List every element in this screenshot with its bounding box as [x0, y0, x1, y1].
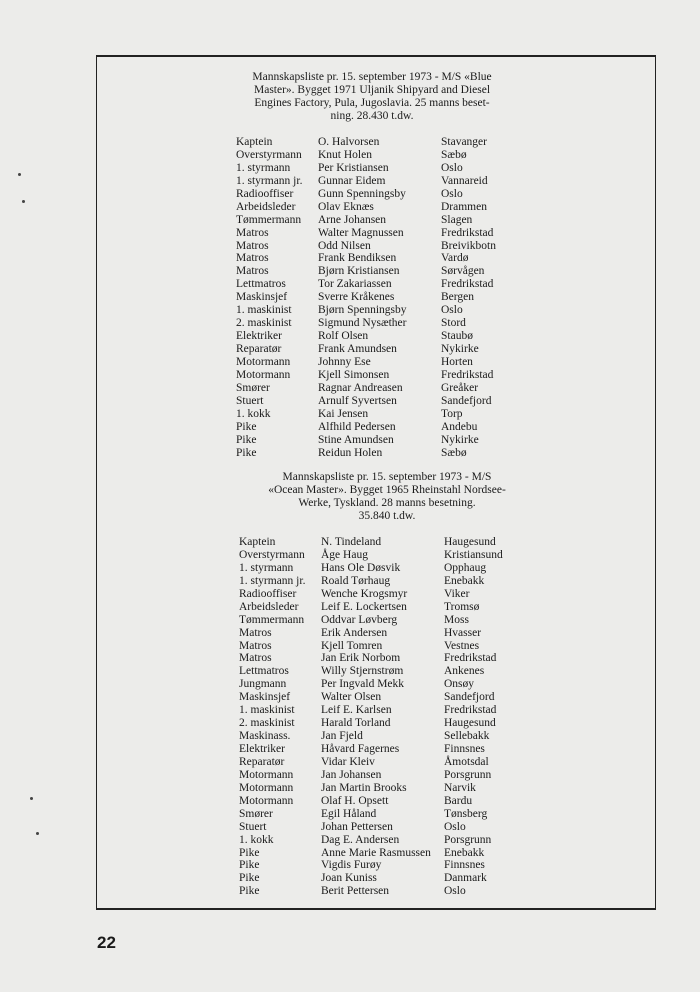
crew-rank: Pike: [239, 872, 260, 885]
crew-rank: 2. maskinist: [236, 317, 292, 330]
crew-home: Fredrikstad: [441, 278, 494, 291]
crew-name: Frank Bendiksen: [318, 252, 397, 265]
crew-row: [236, 382, 536, 395]
crew-name: Anne Marie Rasmussen: [321, 846, 431, 859]
crew-home: Fredrikstad: [441, 368, 494, 381]
crew-row: [236, 291, 536, 304]
crew-list-ocean-master: [239, 536, 559, 898]
crew-home: Vannareid: [441, 174, 488, 187]
crew-rank: Smører: [239, 807, 273, 820]
crew-row: [236, 330, 536, 343]
crew-home: Porsgrunn: [444, 833, 492, 846]
crew-name: Frank Amundsen: [318, 343, 397, 355]
crew-rank: 1. kokk: [236, 407, 271, 420]
crew-rank: Matros: [236, 239, 269, 252]
crew-home: Bardu: [444, 794, 473, 807]
crew-name: Arne Johansen: [318, 213, 387, 226]
crew-home: Oslo: [441, 161, 463, 174]
crew-home: Sørvågen: [441, 265, 485, 278]
crew-rank: Overstyrmann: [236, 148, 302, 161]
crew-name: Per Kristiansen: [318, 161, 389, 174]
crew-home: Fredrikstad: [444, 652, 497, 665]
crew-row: [236, 369, 536, 382]
crew-row: [239, 730, 559, 743]
crew-rank: Stuert: [239, 820, 267, 833]
crew-name: Sverre Kråkenes: [318, 291, 395, 304]
crew-name: Jan Fjeld: [321, 730, 363, 743]
crew-rank: Tømmermann: [239, 613, 305, 626]
crew-rank: 1. styrmann jr.: [239, 574, 306, 587]
crew-rank: Motormann: [239, 781, 294, 794]
crew-name: Gunn Spenningsby: [318, 187, 406, 200]
crew-home: Kristiansund: [444, 548, 503, 561]
crew-row: [239, 614, 559, 627]
crew-name: Harald Torland: [321, 717, 391, 730]
crew-name: Jan Martin Brooks: [321, 781, 407, 794]
crew-row: [239, 872, 559, 885]
crew-home: Breivikbotn: [441, 239, 496, 252]
crew-rank: Matros: [239, 652, 272, 665]
crew-home: Viker: [444, 587, 470, 600]
crew-row: [236, 188, 536, 201]
crew-row: [239, 601, 559, 614]
crew-home: Hvasser: [444, 626, 482, 639]
crew-rank: Tømmermann: [236, 213, 302, 226]
crew-rank: 1. styrmann jr.: [236, 174, 303, 187]
crew-name: Odd Nilsen: [318, 239, 371, 252]
crew-home: Sæbø: [441, 148, 467, 161]
crew-rank: Matros: [239, 639, 272, 652]
crew-name: Egil Håland: [321, 807, 377, 820]
crew-home: Vestnes: [444, 639, 480, 652]
crew-row: [239, 678, 559, 691]
crew-home: Stord: [441, 317, 466, 330]
list-heading-ocean-master: Mannskapsliste pr. 15. september 1973 - M/S «Ocean Master». Bygget 1965 Rheinstahl Nordsee- Werke, Tyskland. 28 manns besetning. 35.840 t.dw.: [268, 471, 506, 522]
crew-row: [236, 343, 536, 356]
crew-rank: Lettmatros: [239, 665, 289, 678]
crew-row: [239, 795, 559, 808]
crew-row: [236, 421, 536, 434]
crew-name: Jan Erik Norbom: [321, 652, 401, 665]
crew-home: Haugesund: [444, 717, 496, 730]
crew-row: [236, 395, 536, 408]
crew-rank: Stuert: [236, 394, 264, 407]
margin-speck: [18, 173, 21, 176]
crew-name: Stine Amundsen: [318, 433, 394, 446]
crew-home: Tønsberg: [444, 807, 488, 820]
crew-name: Håvard Fagernes: [321, 743, 400, 755]
crew-home: Greåker: [441, 381, 479, 394]
crew-home: Sandefjord: [444, 691, 495, 704]
crew-row: [239, 575, 559, 588]
crew-row: [239, 627, 559, 640]
crew-row: [239, 847, 559, 860]
crew-row: [239, 756, 559, 769]
crew-row: [239, 549, 559, 562]
crew-row: [239, 834, 559, 847]
crew-rank: Motormann: [236, 355, 291, 368]
crew-name: Berit Pettersen: [321, 885, 390, 898]
crew-rank: Reparatør: [236, 343, 282, 355]
crew-rank: Jungmann: [239, 678, 287, 691]
crew-name: Bjørn Spenningsby: [318, 304, 407, 317]
crew-home: Sæbø: [441, 446, 467, 459]
crew-row: [236, 278, 536, 291]
crew-home: Drammen: [441, 200, 487, 213]
crew-rank: Pike: [239, 846, 260, 859]
crew-rank: Maskinass.: [239, 730, 291, 743]
crew-rank: Matros: [236, 265, 269, 278]
crew-name: Rolf Olsen: [318, 330, 369, 343]
crew-row: [236, 252, 536, 265]
crew-row: [236, 304, 536, 317]
crew-rank: Motormann: [239, 794, 294, 807]
crew-row: [239, 691, 559, 704]
crew-row: [236, 201, 536, 214]
crew-rank: 2. maskinist: [239, 717, 295, 730]
crew-list-blue-master: [236, 136, 536, 459]
margin-speck: [30, 797, 33, 800]
crew-home: Oslo: [444, 885, 466, 898]
crew-row: [239, 665, 559, 678]
crew-row: [239, 821, 559, 834]
crew-row: [236, 227, 536, 240]
crew-home: Narvik: [444, 781, 476, 794]
crew-home: Tromsø: [444, 600, 480, 613]
crew-rank: Radiooffiser: [236, 187, 294, 200]
crew-name: Roald Tørhaug: [321, 574, 391, 587]
crew-name: Reidun Holen: [318, 446, 383, 459]
crew-name: Knut Holen: [318, 148, 372, 161]
crew-row: [236, 214, 536, 227]
crew-rank: 1. styrmann: [236, 161, 291, 174]
crew-name: Hans Ole Døsvik: [321, 561, 401, 574]
crew-name: Oddvar Løvberg: [321, 613, 398, 626]
crew-name: Åge Haug: [321, 548, 368, 561]
crew-name: Olaf H. Opsett: [321, 794, 389, 807]
crew-rank: Arbeidsleder: [239, 600, 299, 613]
crew-home: Stavanger: [441, 136, 487, 148]
crew-name: N. Tindeland: [321, 536, 382, 548]
crew-name: Tor Zakariassen: [318, 278, 392, 291]
crew-row: [239, 704, 559, 717]
crew-name: Johnny Ese: [318, 355, 371, 368]
crew-name: Arnulf Syvertsen: [318, 394, 397, 407]
crew-row: [239, 885, 559, 898]
crew-rank: 1. kokk: [239, 833, 274, 846]
crew-name: Per Ingvald Mekk: [321, 678, 405, 691]
crew-name: Willy Stjernstrøm: [321, 665, 404, 678]
margin-speck: [22, 200, 25, 203]
crew-home: Oslo: [441, 304, 463, 317]
crew-name: Bjørn Kristiansen: [318, 265, 400, 278]
crew-home: Sellebakk: [444, 730, 490, 743]
crew-name: Walter Olsen: [321, 691, 382, 704]
crew-home: Vardø: [441, 252, 469, 265]
crew-rank: Lettmatros: [236, 278, 286, 291]
crew-home: Moss: [444, 613, 469, 626]
crew-rank: 1. maskinist: [236, 304, 292, 317]
crew-home: Oslo: [444, 820, 466, 833]
crew-row: [239, 562, 559, 575]
crew-rank: Matros: [239, 626, 272, 639]
crew-home: Nykirke: [441, 433, 479, 446]
crew-home: Fredrikstad: [441, 226, 494, 239]
crew-rank: Matros: [236, 252, 269, 265]
crew-home: Opphaug: [444, 561, 487, 574]
crew-row: [236, 240, 536, 253]
crew-name: Olav Eknæs: [318, 200, 374, 213]
crew-rank: Kaptein: [236, 136, 273, 148]
crew-rank: Maskinsjef: [239, 691, 291, 704]
crew-home: Torp: [441, 407, 463, 420]
crew-rank: 1. styrmann: [239, 561, 294, 574]
crew-home: Andebu: [441, 420, 478, 433]
crew-rank: Pike: [239, 885, 260, 898]
crew-rank: Elektriker: [236, 330, 282, 343]
crew-rank: Overstyrmann: [239, 548, 305, 561]
crew-name: Ragnar Andreasen: [318, 381, 403, 394]
crew-home: Slagen: [441, 213, 473, 226]
crew-row: [236, 175, 536, 188]
margin-speck: [36, 832, 39, 835]
crew-home: Fredrikstad: [444, 704, 497, 717]
crew-home: Ankenes: [444, 665, 485, 678]
page-number: 22: [97, 933, 116, 952]
crew-name: O. Halvorsen: [318, 136, 380, 148]
crew-row: [239, 640, 559, 653]
crew-rank: Radiooffiser: [239, 587, 297, 600]
crew-rank: 1. maskinist: [239, 704, 295, 717]
crew-row: [236, 447, 536, 460]
crew-name: Wenche Krogsmyr: [321, 587, 408, 600]
crew-row: [239, 652, 559, 665]
crew-rank: Motormann: [236, 368, 291, 381]
crew-home: Staubø: [441, 330, 473, 343]
crew-name: Vigdis Furøy: [321, 859, 382, 872]
crew-rank: Pike: [239, 859, 260, 872]
crew-name: Erik Andersen: [321, 626, 388, 639]
crew-name: Sigmund Nysæther: [318, 317, 407, 330]
crew-home: Danmark: [444, 872, 487, 885]
crew-row: [236, 136, 536, 149]
crew-row: [239, 536, 559, 549]
crew-name: Walter Magnussen: [318, 226, 404, 239]
crew-row: [239, 717, 559, 730]
crew-row: [236, 408, 536, 421]
crew-home: Onsøy: [444, 678, 475, 691]
crew-rank: Pike: [236, 446, 257, 459]
crew-row: [236, 356, 536, 369]
crew-name: Jan Johansen: [321, 768, 382, 781]
crew-row: [236, 149, 536, 162]
crew-rank: Reparatør: [239, 755, 285, 768]
crew-home: Finnsnes: [444, 743, 485, 755]
crew-name: Johan Pettersen: [321, 820, 393, 833]
crew-rank: Motormann: [239, 768, 294, 781]
crew-row: [236, 317, 536, 330]
crew-name: Kai Jensen: [318, 407, 369, 420]
crew-row: [236, 265, 536, 278]
crew-name: Gunnar Eidem: [318, 174, 386, 187]
crew-home: Åmotsdal: [444, 755, 489, 768]
crew-name: Kjell Simonsen: [318, 368, 390, 381]
crew-row: [236, 434, 536, 447]
crew-name: Leif E. Karlsen: [321, 704, 392, 717]
crew-rank: Matros: [236, 226, 269, 239]
crew-row: [239, 743, 559, 756]
crew-name: Vidar Kleiv: [321, 755, 375, 768]
crew-home: Sandefjord: [441, 394, 492, 407]
crew-name: Leif E. Lockertsen: [321, 600, 407, 613]
crew-rank: Elektriker: [239, 743, 285, 755]
crew-name: Alfhild Pedersen: [318, 420, 396, 433]
crew-home: Enebakk: [444, 846, 485, 859]
crew-row: [239, 782, 559, 795]
crew-name: Kjell Tomren: [321, 639, 383, 652]
crew-rank: Smører: [236, 381, 270, 394]
crew-home: Finnsnes: [444, 859, 485, 872]
crew-rank: Arbeidsleder: [236, 200, 296, 213]
crew-row: [239, 588, 559, 601]
crew-rank: Maskinsjef: [236, 291, 288, 304]
crew-row: [236, 162, 536, 175]
crew-home: Enebakk: [444, 574, 485, 587]
crew-home: Oslo: [441, 187, 463, 200]
crew-row: [239, 808, 559, 821]
crew-name: Dag E. Andersen: [321, 833, 400, 846]
crew-home: Porsgrunn: [444, 768, 492, 781]
crew-row: [239, 859, 559, 872]
crew-name: Joan Kuniss: [321, 872, 377, 885]
crew-home: Bergen: [441, 291, 475, 304]
crew-rank: Pike: [236, 433, 257, 446]
crew-home: Nykirke: [441, 343, 479, 355]
crew-row: [239, 769, 559, 782]
crew-home: Horten: [441, 355, 473, 368]
list-heading-blue-master: Mannskapsliste pr. 15. september 1973 - M/S «Blue Master». Bygget 1971 Uljanik Shipyard and Diesel Engines Factory, Pula, Jugoslavia. 25 manns beset- ning. 28.430 t.dw.: [252, 71, 492, 122]
crew-rank: Kaptein: [239, 536, 276, 548]
crew-rank: Pike: [236, 420, 257, 433]
crew-home: Haugesund: [444, 536, 496, 548]
